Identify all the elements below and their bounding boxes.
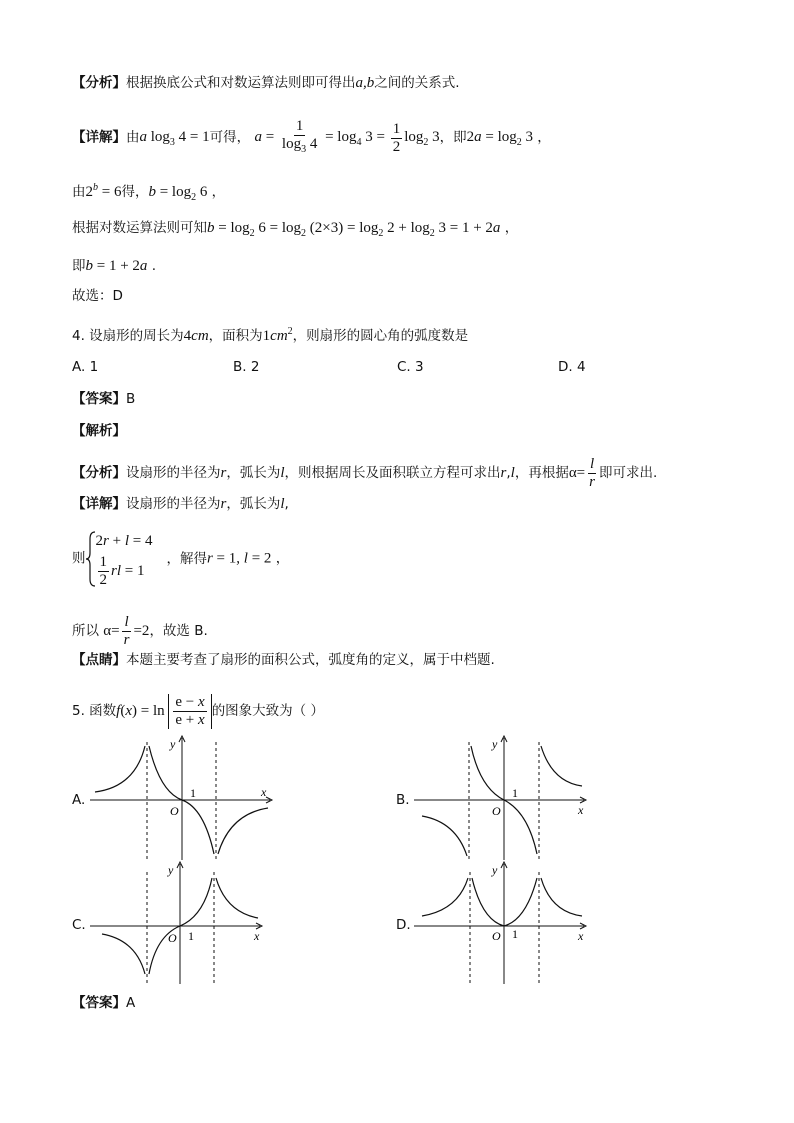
rule-line: 根据对数运算法则可知$b = \log_2 6 = \log_2 (2\times 3) = \log_2 2 + \log_2 3 = 1 + 2a$ ， — [72, 220, 519, 239]
curve — [541, 878, 582, 916]
q4-option-a[interactable]: A. 1 — [72, 359, 99, 375]
q5-answer: 【答案】A — [72, 995, 136, 1011]
analysis-line: 【分析】根据换底公式和对数运算法则即可得出a,b之间的关系式. — [72, 75, 460, 91]
svg-text:1: 1 — [512, 927, 518, 941]
q4-jiexi: 【解析】 — [72, 423, 126, 439]
curve — [541, 746, 582, 786]
svg-text:x: x — [578, 803, 584, 817]
svg-text:x: x — [261, 785, 267, 799]
q4-analysis: 【分析】设扇形的半径为r，弧长为l，则根据周长及面积联立方程可求出r,l，再根据α= $\frac{l}{r}$ 即可求出. — [72, 456, 658, 490]
graph-label-b[interactable]: B. — [396, 792, 410, 808]
curve — [422, 816, 467, 856]
formula: a $\log_3 4 = 1$ — [139, 129, 210, 149]
q4-stem: 4. 设扇形的周长为4cm，面积为$1cm^2$，则扇形的圆心角的弧度数是 — [72, 326, 469, 344]
q4-option-b[interactable]: B. 2 — [233, 359, 260, 375]
choose-line: 故选：D — [72, 288, 123, 304]
from-line: 由$2^b = 6$得，$b = \log_2 6$ ， — [72, 182, 226, 203]
q4-system: 则 2r + l = 4 $\frac{1}{2}$ rl = 1 ，解得r = 1, l = 2 ， — [72, 528, 289, 589]
graph-label-a[interactable]: A. — [72, 792, 86, 808]
svg-text:x: x — [254, 929, 260, 943]
graph-label-c[interactable]: C. — [72, 917, 86, 933]
formula: a = $\frac{1}{\log_3 4}$ = $\log_4 3$ = $\frac{1}{2}$ $\log_2 3$ — [254, 118, 440, 155]
svg-text:1: 1 — [188, 929, 194, 943]
q4-option-c[interactable]: C. 3 — [397, 359, 424, 375]
graph-b[interactable] — [414, 732, 594, 860]
q4-answer: 【答案】B — [72, 391, 136, 407]
svg-text:1: 1 — [190, 786, 196, 800]
svg-text:y: y — [170, 737, 176, 751]
ie-line: 即b = 1 + 2a . — [72, 258, 157, 274]
svg-text:y: y — [168, 863, 174, 877]
graph-d[interactable] — [414, 860, 594, 984]
q4-so: 所以 α= $\frac{l}{r}$ =2，故选 B. — [72, 614, 208, 648]
svg-text:O: O — [170, 804, 179, 818]
curve — [95, 746, 145, 792]
detail-tag: 【详解】 — [72, 129, 126, 146]
curve — [422, 878, 468, 916]
graph-a[interactable] — [90, 732, 280, 860]
brace-icon — [86, 531, 96, 587]
q4-option-d[interactable]: D. 4 — [558, 359, 586, 375]
svg-text:y: y — [492, 863, 498, 877]
detail-line: 【详解】由a $\log_3 4 = 1$可得， a = $\frac{1}{\log_3 4}$ = $\log_4 3$ = $\frac{1}{2}$ $\log_2 3$，即$2a = \log_2 3$ ， — [72, 118, 551, 155]
graph-label-d[interactable]: D. — [396, 917, 411, 933]
svg-text:O: O — [168, 931, 177, 945]
function-formula: f(x) = ln $\frac{e - x}{e + x}$ — [116, 703, 212, 719]
svg-text:O: O — [492, 929, 501, 943]
q4-point: 【点睛】本题主要考查了扇形的面积公式，弧度角的定义，属于中档题. — [72, 652, 495, 668]
svg-text:1: 1 — [512, 786, 518, 800]
q4-detail: 【详解】设扇形的半径为r，弧长为l, — [72, 496, 289, 512]
analysis-tag: 【分析】 — [72, 75, 126, 91]
svg-text:x: x — [578, 929, 584, 943]
svg-text:O: O — [492, 804, 501, 818]
graph-c[interactable] — [90, 860, 280, 984]
q5-stem: 5. 函数f(x) = ln $\frac{e - x}{e + x}$ 的图象大致为（ ） — [72, 694, 324, 728]
svg-text:y: y — [492, 737, 498, 751]
curve — [218, 808, 268, 854]
curve — [102, 934, 145, 974]
curve — [216, 878, 258, 918]
